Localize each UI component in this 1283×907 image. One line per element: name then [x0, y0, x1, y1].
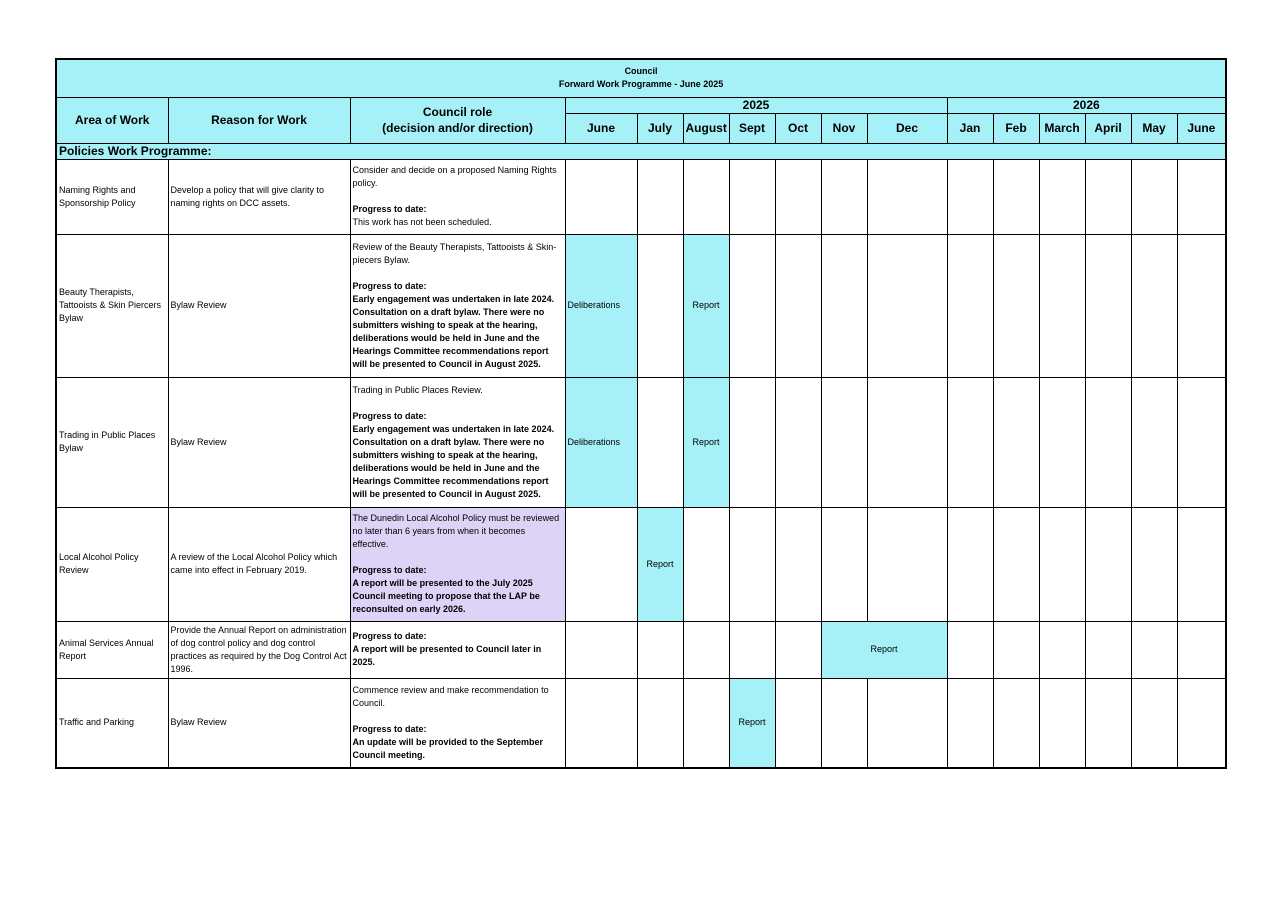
schedule-cell-august: Report	[683, 234, 729, 377]
row-area: Traffic and Parking	[56, 678, 168, 768]
progress-label: Progress to date:	[352, 631, 427, 641]
progress-text: A report will be presented to Council later in 2025.	[352, 644, 542, 667]
month-april: April	[1085, 113, 1131, 143]
role-intro: Trading in Public Places Review.	[352, 384, 483, 395]
progress-label: Progress to date:	[352, 280, 427, 291]
row-area: Animal Services Annual Report	[56, 621, 168, 678]
section-heading: Policies Work Programme:	[56, 143, 1226, 159]
row-reason: A review of the Local Alcohol Policy which came into effect in February 2019.	[168, 507, 350, 621]
role-intro: Review of the Beauty Therapists, Tattooists & Skin-piecers Bylaw.	[352, 241, 557, 265]
progress-text: Early engagement was undertaken in late 2024. Consultation on a draft bylaw. There were no submitters wishing to speak at the hearing, deliberations would be held in June and the Hearings Committee recommendations report will be presented to Council in August 2025.	[352, 293, 555, 369]
schedule-cell-june: Deliberations	[565, 234, 637, 377]
progress-label: Progress to date:	[352, 565, 427, 575]
month-july: July	[637, 113, 683, 143]
progress-text: An update will be provided to the September Council meeting.	[352, 736, 544, 760]
month-may: May	[1131, 113, 1177, 143]
role-intro: Consider and decide on a proposed Naming Rights policy.	[352, 165, 557, 188]
table-row	[56, 159, 1226, 234]
table-title	[56, 59, 1226, 97]
year-2025: 2025	[565, 97, 947, 113]
title-line-2: Forward Work Programme - June 2025	[558, 79, 724, 90]
row-area: Naming Rights and Sponsorship Policy	[56, 159, 168, 234]
row-council-role	[350, 621, 565, 678]
row-council-role	[350, 159, 565, 234]
role-header-line-1: Council role	[422, 105, 493, 119]
month-feb: Feb	[993, 113, 1039, 143]
month-june-2025: June	[565, 113, 637, 143]
progress-text: Early engagement was undertaken in late 2024. Consultation on a draft bylaw. There were no submitters wishing to speak at the hearing, deliberations would be held in June and the Hearings Committee recommendations report will be presented to Council in August 2025.	[352, 423, 555, 499]
row-council-role	[350, 507, 565, 621]
schedule-cell-july: Report	[637, 507, 683, 621]
row-area: Beauty Therapists, Tattooists & Skin Piercers Bylaw	[56, 234, 168, 377]
row-reason: Develop a policy that will give clarity to naming rights on DCC assets.	[168, 159, 350, 234]
row-council-role	[350, 377, 565, 507]
table-row	[56, 234, 1226, 377]
role-header-line-2: (decision and/or direction)	[382, 121, 533, 135]
month-august: August	[683, 113, 729, 143]
row-council-role	[350, 678, 565, 768]
month-june-2026: June	[1177, 113, 1226, 143]
forward-work-programme-table	[55, 58, 1227, 769]
role-intro: Commence review and make recommendation to Council.	[352, 684, 549, 708]
title-line-1: Council	[624, 66, 658, 77]
month-sept: Sept	[729, 113, 775, 143]
schedule-cell-sept: Report	[729, 678, 775, 768]
month-march: March	[1039, 113, 1085, 143]
row-reason: Bylaw Review	[168, 678, 350, 768]
table-row	[56, 621, 1226, 678]
progress-label: Progress to date:	[352, 723, 427, 734]
row-council-role	[350, 234, 565, 377]
col-header-reason: Reason for Work	[168, 97, 350, 143]
month-nov: Nov	[821, 113, 867, 143]
row-area: Local Alcohol Policy Review	[56, 507, 168, 621]
schedule-cell-nov-dec: Report	[821, 621, 947, 678]
progress-text: This work has not been scheduled.	[352, 217, 492, 227]
row-reason: Bylaw Review	[168, 234, 350, 377]
year-2026: 2026	[947, 97, 1226, 113]
table-row	[56, 507, 1226, 621]
col-header-area: Area of Work	[56, 97, 168, 143]
table-row	[56, 377, 1226, 507]
row-reason: Bylaw Review	[168, 377, 350, 507]
progress-label: Progress to date:	[352, 204, 427, 214]
progress-text: A report will be presented to the July 2025 Council meeting to propose that the LAP be reconsulted on early 2026.	[352, 578, 540, 614]
schedule-cell-august: Report	[683, 377, 729, 507]
month-oct: Oct	[775, 113, 821, 143]
col-header-role	[350, 97, 565, 143]
month-jan: Jan	[947, 113, 993, 143]
month-dec: Dec	[867, 113, 947, 143]
row-reason: Provide the Annual Report on administration of dog control policy and dog control practices as required by the Dog Control Act 1996.	[168, 621, 350, 678]
table-row	[56, 678, 1226, 768]
progress-label: Progress to date:	[352, 410, 427, 421]
schedule-cell-june: Deliberations	[565, 377, 637, 507]
role-intro: The Dunedin Local Alcohol Policy must be reviewed no later than 6 years from when it becomes effective.	[352, 513, 560, 549]
row-area: Trading in Public Places Bylaw	[56, 377, 168, 507]
